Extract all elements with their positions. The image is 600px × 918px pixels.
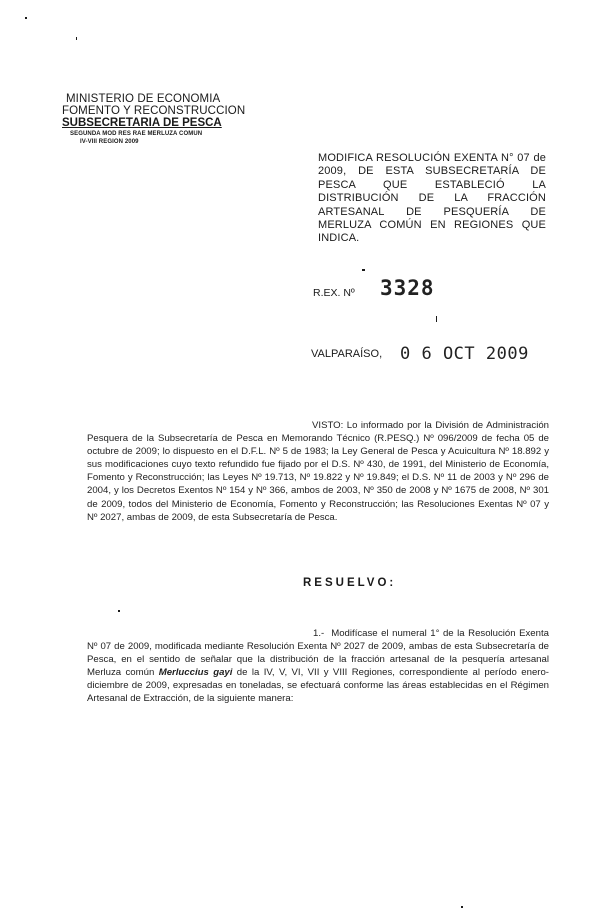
article-1 <box>87 627 549 706</box>
species-name: Merluccius gayi <box>158 667 233 679</box>
scan-mark <box>118 610 120 612</box>
date-stamp: 0 6 OCT 2009 <box>400 344 529 364</box>
resolution-number: 3328 <box>380 276 435 300</box>
scan-mark <box>76 37 77 40</box>
scan-mark <box>436 316 437 322</box>
resolution-subject: MODIFICA RESOLUCIÓN EXENTA N° 07 de 2009, DE ESTA SUBSECRETARÍA DE PESCA QUE ESTABLECIÓ LA DISTRIBUCIÓN DE LA FRACCIÓN ARTESANAL DE PESQUERÍA DE MERLUZA COMÚN EN REGIONES QUE INDICA. <box>318 152 546 245</box>
subsecretaria-heading: SUBSECRETARIA DE PESCA <box>62 117 222 129</box>
scan-mark <box>362 269 365 271</box>
scan-mark <box>25 17 27 19</box>
ministry-line-1: MINISTERIO DE ECONOMIA <box>66 93 221 105</box>
department-note: SEGUNDA MOD RES RAE MERLUZA COMUN <box>70 131 203 137</box>
resolution-label: R.EX. Nº <box>313 287 355 299</box>
article-1-text-a: Modifícase el numeral 1° de la Resolución Exenta Nº 07 de 2009, modificada mediante Resolución Exenta Nº 2027 de 2009, ambas de esta Subsecretaría de Pesca, en el sentido de señalar que la distribución de la fracción artesanal de la pesquería artesanal Merluza común <box>87 628 549 679</box>
article-1-text-b: de la IV, V, VI, VII y VIII Regiones, correspondiente al período enero-diciembre de 2009, expresadas en toneladas, se efectuará conforme las áreas establecidas en el Régimen Artesanal de Extracción, de la siguiente manera: <box>87 667 549 705</box>
region-note: IV-VIII REGION 2009 <box>80 139 139 145</box>
resuelvo-heading: RESUELVO: <box>303 577 397 589</box>
visto-paragraph: VISTO: Lo informado por la División de Administración Pesquera de la Subsecretaría de Pesca en Memorando Técnico (R.PESQ.) Nº 096/2009 de fecha 05 de octubre de 2009; lo dispuesto en el D.F.L. Nº 5 de 1983; la Ley General de Pesca y Acuicultura Nº 18.892 y sus modificaciones cuyo texto refundido fue fijado por el D.S. Nº 430, de 1991, del Ministerio de Economía, Fomento y Reconstrucción; las Leyes Nº 19.713, Nº 19.822 y Nº 19.849; el D.S. Nº 11 de 2003 y Nº 296 de 2004, y los Decretos Exentos Nº 154 y Nº 366, ambos de 2003, Nº 350 de 2008 y Nº 1675 de 2008, Nº 301 de 2009, todos del Ministerio de Economía, Fomento y Reconstrucción; las Resoluciones Exentas Nº 07 y Nº 2027, ambas de 2009, de esta Subsecretaría de Pesca. <box>87 420 549 523</box>
ministry-line-2: FOMENTO Y RECONSTRUCCION <box>62 105 246 117</box>
place: VALPARAÍSO, <box>311 348 383 360</box>
article-1-number: 1.- <box>313 628 325 639</box>
scan-mark <box>461 906 463 908</box>
